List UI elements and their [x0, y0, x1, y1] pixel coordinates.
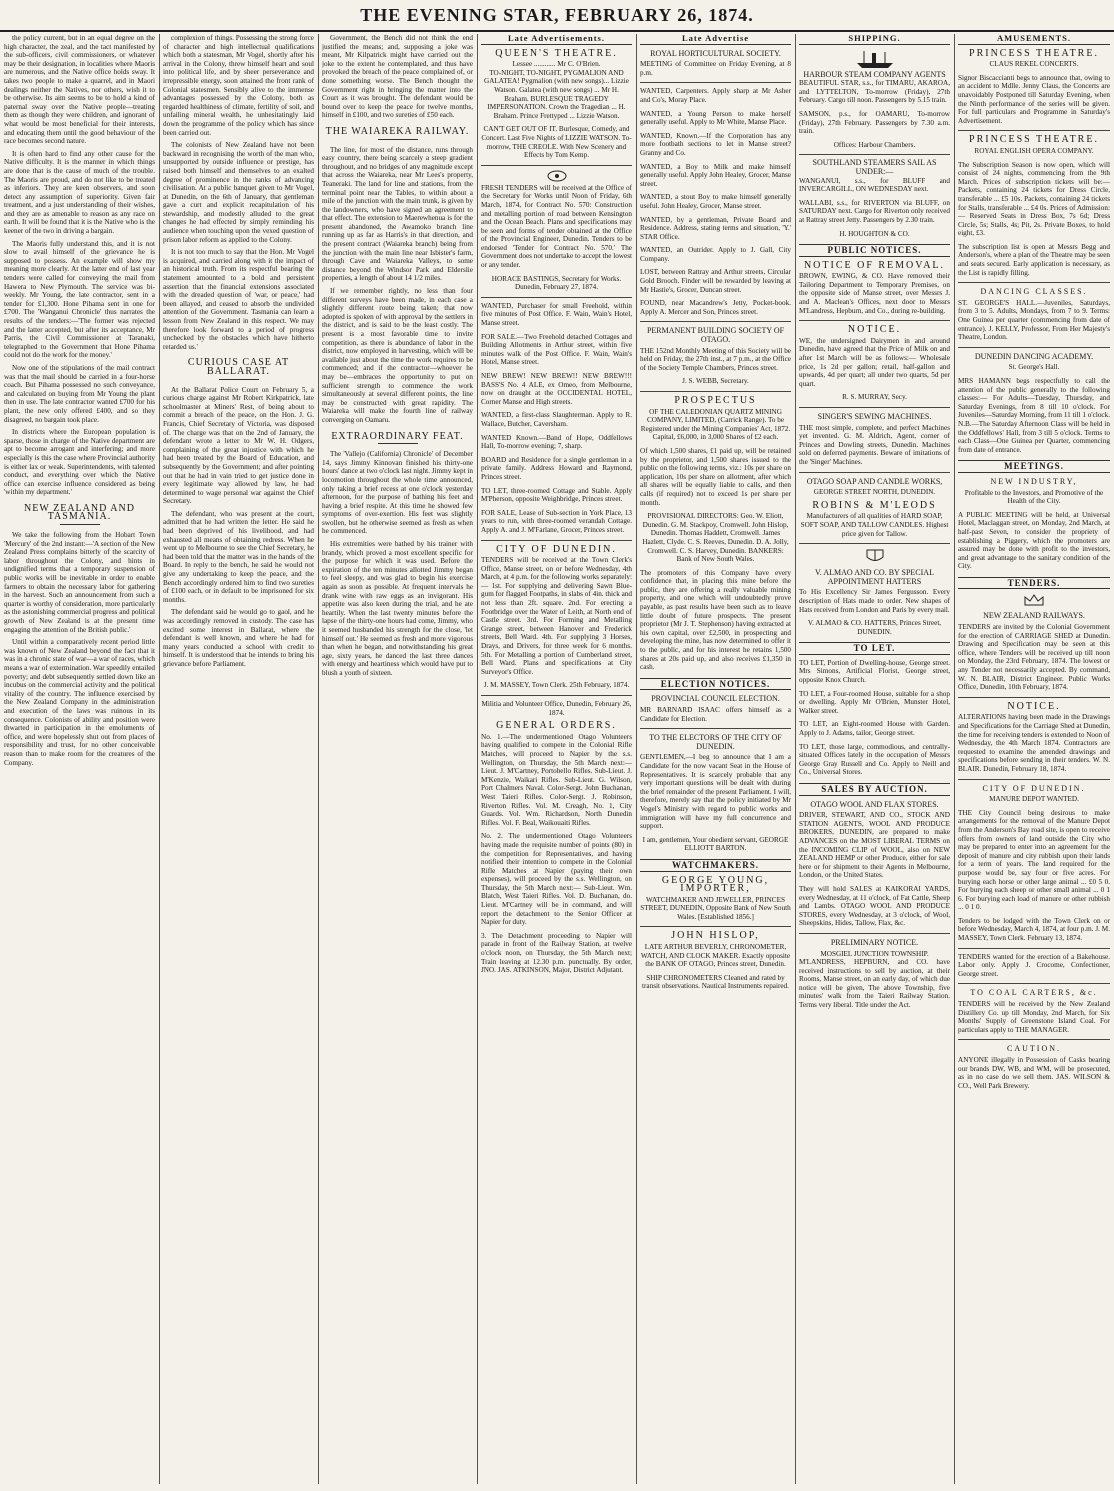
ad-text: The subscription list is open at Messrs Begg and Anderson's, where a plan of the Theatre may be seen and seats secured. Early application is necessary, as the List is rapidly filling. [958, 242, 1110, 277]
divider [481, 540, 632, 541]
section-heading: Late Advertise [640, 34, 791, 45]
ad-text: DRIVER, STEWART, AND CO., STOCK AND STATION AGENTS, WOOL AND PRODUCE BROKERS, DUNEDIN, are prepared to make ADVANCES on the MOST LIBERAL TERMS on the INCOMING CLIP of WOOL, also on NEW ZEALAND HEMP or other Produce, either for sale here or for shipment to their Agents in Melbourne, London, or the United States. [799, 811, 950, 880]
section-heading: SHIPPING. [799, 34, 950, 45]
article-paragraph: The line, for most of the distance, runs through easy country, there being scarcely a steep gradient throughout, and no bridges of any magnitude except that across the Waiareka, near Mr Lees's property, Teaneraki. The land for line and stations, from the terminal point near the Tables, to within about a mile of the junction with the main trunk, is given by the landowners, who have signed an agreement to that effect. The extension to Maerewhenua is for the present abandoned, the Awamoko branch line running up as far as Harris's in that direction, and the present contract (Waiareka branch) being from the junction with the main line near Isbister's farm, through Cave and Waiareka Valleys, to some distance beyond the Windsor Park and Elderslie properties, a length of about 14 1/2 miles. [322, 145, 473, 283]
ad-text: FRESH TENDERS will be received at the Office of the Secretary for Works until Noon of Friday, 6th March, 1874, for Contract No. 570: Construction and metalling portion of road between Kensington and the Ocean Beach. Plans and specifications may be seen and forms of tender obtained at the Office of the Provincial Engineer, Dunedin. Tenders to be endorsed 'Tender for Contract No. 570.' The Government does not undertake to accept the lowest or any tender. [481, 183, 632, 270]
classified-ad: TENDERS wanted for the erection of a Bakehouse. Labor only. Apply J. Crocome, Confectioner, George street. [958, 952, 1110, 978]
classified-ad: WANTED, a first-class Slaughterman. Apply to R. Wallace, Butcher, Caversham. [481, 411, 632, 428]
article-paragraph: The 'Vallejo (California) Chronicle' of December 14, says Jimmy Kinnovan finished his thirty-one hours' dance at two o'clock last night. Jimmy kept in locomotion throughout the whole time announced, only taking a brief recess at one o'clock yesterday afternoon, for the purpose of bathing his feet and having a brief respite. At this time he showed few symptoms of over-exertion. His feet was slightly swollen, but he otherwise seemed as fresh as when he commenced. [322, 450, 473, 536]
article-paragraph: Government, the Bench did not think the end justified the means; and, supposing a joke was meant, Mr Kilpatrick might have carried out the joke to the extent he contemplated, and thus have provoked the breach of the peace complained of, or done something worse. The Bench thought the Government right in bringing the matter into the Court as it was brought. The defendant would be bound over to keep the peace for twelve months, himself in £100, and two sureties of £50 each. [322, 34, 473, 120]
column-rule [159, 34, 160, 1484]
ad-text: Profitable to the Investors, and Promotive of the Health of the City. [964, 488, 1104, 506]
ad-title: DUNEDIN DANCING ACADEMY. [974, 351, 1094, 361]
classified-ad: WANTED, a Young Person to make herself generally useful. Apply to Mr White, Manse Place. [640, 109, 791, 127]
ad-title: DANCING CLASSES. [980, 287, 1088, 297]
ad-signature: J. S. WEBB, Secretary. [682, 377, 749, 386]
steamship-icon [855, 49, 895, 69]
column-2 [163, 34, 314, 1484]
column-rule [954, 34, 955, 1484]
ad-text: MR BARNARD ISAAC offers himself as a Candidate for Election. [640, 706, 791, 723]
section-heading: AMUSEMENTS. [958, 34, 1110, 45]
classified-ad: WANTED Known.—Band of Hope, Oddfellows Hall, To-morrow evening; 7, sharp. [481, 433, 632, 451]
article-paragraph: It is not too much to say that the Hon. Mr Vogel is acquired, and carried along with it the impact of an historical truth. From its respectful bearing the statement amounted to a bold and persistent assertion that the financial extensions associated with the dreaded question of 'war, or peace,' had been allayed, and ceased to absorb the undivided attention of the Government. Tasmania can learn a lesson from New Zealand in this respect. We may therefore look forward to a period of progress unchecked by the obstacles which have hitherto retarded us.' [163, 248, 314, 351]
article-heading: CURIOUS CASE AT BALLARAT. [187, 357, 290, 377]
ad-text: ALTERATIONS having been made in the Drawings and Specifications for the Carriage Shed at Dunedin, the time for receiving tenders is extended to Noon of Wednesday, the 4th March 1874. Contractors are requested to examine the amended drawings and specifications before sending in their tenders. W. N. BLAIR. Dunedin, February 18, 1874. [958, 713, 1110, 773]
ad-text: Of which 1,500 shares, £1 paid up, will be retained by the proprietor, and 1,500 shares issued to the public on the following terms, viz.: 10s per share on application, 10s per share on allotment, after which all shares will be equally liable to calls, and then calls (if required) not to exceed 1s per share per month. [640, 446, 791, 507]
article-heading: NEW ZEALAND AND TASMANIA. [24, 502, 135, 523]
ad-text: No. 1.—The undermentioned Otago Volunteers having qualified to compete in the Colonial Rifle Matches, will proceed to Napier by the s.s. Wellington, on Thursday, the 5th March next:— Lieut. J. M'Cartney, Portobello Rifles. Sub-Lieut. J. M'Kenzie, Waikari Rifles. Sub-Lieut. G. Wilson, Port Chalmers Naval. Color-Sergt. John Buchanan, West Taieri Rifles. Color-Sergt. J. Robinson, Riverton Rifles. Vol. M. Creagh, No. 1, City Guards. Vol. Wm. Richardson, North Dunedin Rifles. Vol. F. Beal, Waikouaiti Rifles. [481, 732, 632, 827]
divider [958, 697, 1110, 698]
classified-ad: TO LET, Portion of Dwelling-house, George street. Mrs Simons, Artificial Florist, George street, opposite Knox Church. [799, 658, 950, 685]
ad-text: THE City Council being desirous to make arrangements for the removal of the Manure Depot from the Anderson's Bay road site, is open to receive offers from owners of land outside the City who may be prepared to enter into an agreement for the deposit of manure and city rubbish upon their lands for a term of years. The land required for the purpose would be, say four or five acres. For burying each horse or other large animal ... £0 5 0. For burying each sheep or other small animal ... 0 1 6. For burying each load of manure or other rubbish ... 0 1 0. [958, 808, 1110, 912]
column-7 [958, 34, 1110, 1484]
ad-title: SOUTHLAND STEAMERS SAIL AS UNDER:— [812, 158, 937, 176]
divider [481, 297, 632, 298]
ad-title: PRINCESS THEATRE. [969, 47, 1099, 59]
ad-title: ROYAL HORTICULTURAL SOCIETY. [650, 48, 781, 58]
ad-text: MRS HAMANN begs respectfully to call the attention of the public generally to the following classes:— For Adults—Tuesday, Thursday, and Saturday Evenings, from 8 till 10 o'clock. For Juveniles—Saturday Morning, from 11 till 1 o'clock. N.B.—The Saturday Afternoon Class will be held in the Oddfellows' Hall, from 3 till 5 o'clock. Terms to each Class—One Guinea per Quarter, commencing from date of entrance. [958, 377, 1110, 454]
classified-ad: FOUND, near Macandrew's Jetty, Pocket-book. Apply A. Mercer and Son, Princes street. [640, 299, 791, 316]
classified-ad: WANTED, a Boy to Milk and make himself generally useful. Apply John Healey, Grocer, Manse street. [640, 162, 791, 188]
ad-title: PROSPECTUS [674, 395, 757, 406]
ad-title: NOTICE OF REMOVAL. [803, 259, 946, 271]
divider [481, 165, 632, 166]
classified-ad: BEAUTIFUL STAR, s.s., for TIMARU, AKAROA, and LYTTELTON, To-morrow (Friday), 27th February. Cargo till noon. Passengers by 5.15 train. [799, 79, 950, 105]
masthead-title: THE EVENING STAR, FEBRUARY 26, 1874. [360, 5, 754, 25]
classified-ad: WANTED, an Outrider. Apply to J. Gall, City Company. [640, 246, 791, 263]
divider [481, 695, 632, 696]
ad-title: NOTICE. [1007, 700, 1061, 712]
ad-text: ANYONE illegally in Possession of Casks bearing our brands DW, WB, and WM, will be prosecuted, as in no case do we sell them. JAS. WILSON & CO., Well Park Brewery. [958, 1056, 1110, 1090]
section-heading: MEETINGS. [958, 460, 1110, 473]
ad-text: TENDERS will be received by the New Zealand Distillery Co. up till Monday, 2nd March, for Six Months' Supply of Greenstone Island Coal. For particulars apply to THE MANAGER. [958, 1000, 1110, 1034]
ad-title: PRINCESS THEATRE. [969, 134, 1099, 146]
divider [640, 321, 791, 322]
ad-title: NOTICE. [847, 324, 902, 336]
divider [799, 154, 950, 155]
divider [958, 948, 1110, 949]
ad-signature: V. ALMAO & CO. HATTERS, Princes Street, DUNEDIN. [807, 619, 942, 636]
crown-icon [1022, 593, 1046, 607]
article-paragraph: In districts where the European population is sparse, those in charge of the Native department are apt to become arrogant and interfering; and more especially is this the case where Provincial authority is either lax or weak. Superintendents, with talented conduct, and everything over which the Native office can exercise influence considered as being 'within my department.' [4, 428, 155, 497]
column-1 [4, 34, 155, 1484]
ad-text: TO-NIGHT, TO-NIGHT, PYGMALION AND GALATEA! Pygmalion (with new songs)... Lizzie Watson. Galatea (with new songs) ... Mr H. Braham. BURLESQUE TRAGEDY IMPERSONATION. Crown the Tragedian ... H. Braham. Prince Frettyped ... Lizzie Watson. [484, 68, 629, 120]
ad-title: PERMANENT BUILDING SOCIETY OF OTAGO. [646, 326, 785, 345]
ad-title: CITY OF DUNEDIN. [982, 783, 1086, 793]
ad-text: THE most simple, complete, and perfect Machines yet invented. G. M. Aldrich, Agent, corner of Princes and Dowling streets, Dunedin. Machines sold on deferred payments. Beware of imitations of the 'Singer' Machines. [799, 423, 950, 466]
ad-title: GENERAL ORDERS. [496, 720, 617, 732]
classified-ad: WANTED, Carpenters. Apply sharp at Mr Asher and Co's, Moray Place. [640, 87, 791, 104]
section-heading: TO LET. [799, 642, 950, 655]
section-heading: SALES BY AUCTION. [799, 783, 950, 796]
article-paragraph: The colonists of New Zealand have not been backward in recognising the worth of the man who, unsupported by outside influence or prestige, has raised both himself and themselves to an exalted degree of prominence in the ranks of advancing civilisation. At a public banquet given to Mr Vogel, at Dunedin, on the 6th of January, that gentleman gave a curt and explicit recapitulation of his stewardship, and modestly alluded to the great changes he had effected by simply reminding his audience when touching upon the vexed question of prison labor reform as applied to the Colony. [163, 141, 314, 244]
ad-text: CLAUS REKEL CONCERTS. [989, 60, 1079, 69]
ad-text: The Subscription Season is now open, which will consist of 24 nights, commencing from the 9th March. Prices of subscription tickets will be:— Packets, containing 24 tickets for Dress Circle, transferable ... £5 10s. Packets, containing 24 tickets for Stalls, transferable ... £4 0s. Prices of Admission:— Reserved Seats in Dress Box, 7s 6d; Dress Circle, 5s; Stalls, 4s; Pit, 2s. Private Boxes, to hold eight, £3. [958, 160, 1110, 238]
divider [958, 779, 1110, 780]
ad-text: The promoters of this Company have every confidence that, in placing this mine before the public, they are offering a really valuable mining property, and one which will undoubtedly prove payable, as past results have been such as to leave little doubt of future prospects. The present proprietor (Mr J. T. Stephenson) having extracted at his own capital, over £2,500, in prospecting and developing the mine, has now determined to offer it to the public, and for his interest he retains 1,500 shares at 20s paid up, and also receives £1,350 in cash. [640, 568, 791, 672]
article-paragraph: Until within a comparatively recent period little was known of New Zealand beyond the fact that it was in a chronic state of war—a war of races, which means a war of extermination. War speedily entailed poverty; and debt subsequently settled down like an incubus on the commercial activity and the political vitality of the country. The influence exercised by the New Zealand Company in the administration and execution of the laws was ruinous in its consequence. Colonists of ability and position were thwarted in participation in the emoluments of office, and were hopelessly shut out from places of responsibility and trust, for no other conceivable reason than to make room for the creatures of the Company. [4, 638, 155, 767]
ad-title: PROVINCIAL COUNCIL ELECTION. [651, 694, 780, 704]
ad-title: SINGER'S SEWING MACHINES. [817, 412, 932, 421]
ad-title: TO COAL CARTERS, &c. [970, 988, 1098, 998]
ad-title: NEW INDUSTRY, [990, 476, 1078, 486]
masthead [0, 0, 1114, 32]
ad-text: TENDERS are invited by the Colonial Government for the erection of CARRIAGE SHED at Dunedin. Drawing and Specification may be seen at this office, where Tenders will be received up till noon on Monday, the 23rd February, 1874. The lowest or any Tender not necessarily accepted. By command, W. N. BLAIR, District Engineer. Public Works Office, Dunedin, 10th February, 1874. [958, 623, 1110, 692]
section-heading: TENDERS. [958, 577, 1110, 590]
article-heading: THE WAIAREKA RAILWAY. [325, 125, 470, 137]
ad-text: OF THE CALEDONIAN QUARTZ MINING COMPANY, LIMITED, (Carrick Range). To be Registered under the Mining Companies' Act, 1872. Capital, £6,000, in 3,000 Shares of £2 each. [640, 407, 791, 442]
column-6 [799, 34, 950, 1484]
ad-text: Signor Biscaccianti begs to announce that, owing to an accident to Mdlle. Jenny Claus, the Concerts are unavoidably Postponed till Saturday Evening, when the Ninth performance of the series will be given. For full particulars and Programme in Saturday's Advertisement. [958, 73, 1110, 125]
ad-signature: I am, gentlemen, Your obedient servant, GEORGE ELLIOTT BARTON. [642, 835, 789, 853]
ad-title: V. ALMAO AND CO. BY SPECIAL APPOINTMENT HATTERS [815, 568, 934, 586]
classified-ad: TO LET, those large, commodious, and centrally-situated Offices lately in the occupation of Messrs George Gray Russell and Co. Apply to Neill and Co., Universal Stores. [799, 742, 950, 777]
divider [799, 933, 950, 934]
ad-title: GEORGE YOUNG, IMPORTER, [661, 874, 770, 895]
ad-title: TO THE ELECTORS OF THE CITY OF DUNEDIN. [649, 733, 782, 751]
ad-text: MEETING of Committee on Friday Evening, at 8 p.m. [640, 60, 791, 77]
ad-text: MOSGIEL JUNCTION TOWNSHIP. [820, 949, 929, 958]
classified-ad: LOST, between Rattray and Arthur streets, Circular Gold Brooch. Finder will be rewarded by leaving at Mr Hastie's, Grocer, Duncan street. [640, 268, 791, 294]
classified-ad: BOARD and Residence for a single gentleman in a private family. Address Howard and Raymond, Princes street. [481, 455, 632, 481]
classified-ad: WANTED, by a gentleman, Private Board and Residence. Address, stating terms and situation, 'Y.' STAR Office. [640, 215, 791, 241]
ad-title: JOHN HISLOP, [671, 930, 760, 942]
ad-text: BROWN, EWING, & CO. Have removed their Tailoring Department to Temporary Premises, on the opposite side of Manse street, over Messrs J. and A. Maclean's Offices, next door to Messrs M'Landress, Hepburn, and Co., during re-building. [799, 272, 950, 315]
ad-title: CAUTION. [1007, 1044, 1061, 1054]
ad-title: NEW ZEALAND RAILWAYS. [983, 611, 1085, 621]
ad-text: GEORGE STREET NORTH, DUNEDIN. [813, 488, 936, 497]
ad-signature: J. M. MASSEY, Town Clerk. 25th February, 1874. [483, 681, 630, 690]
ad-title: CITY OF DUNEDIN. [496, 543, 617, 555]
ad-text: Militia and Volunteer Office, Dunedin, February 26, 1874. [481, 700, 632, 717]
column-3 [322, 34, 473, 1484]
ad-signature: R. S. MURRAY, Secy. [842, 393, 907, 402]
classified-ad: FOR SALE.—Two Freehold detached Cottages and Building Allotments in Arthur street, within five minutes walk of the Post Office. F. Wain, Wain's Hotel, Manse street. [481, 332, 632, 367]
ad-text: No. 2. The undermentioned Otago Volunteers having made the requisite number of points (80) in the competition for Representatives, and having notified their intention to compete in the Colonial Rifle Matches at Napier (paying their own expenses), will proceed by the s.s. Wellington, on Thursday, the 5th March next:— Sub-Lieut. Wm. Blatch, West Taieri Rifles. Vol. D. Buchanan, do. Lieut. M'Cartney will be in command, and will report the detachment to the Senior Officer at Napier for duty. [481, 832, 632, 927]
ad-text: Offices: Harbour Chambers. [833, 140, 916, 149]
section-heading: WATCHMAKERS. [640, 859, 791, 872]
ad-text: WATCHMAKER AND JEWELLER, PRINCES STREET, DUNEDIN, Opposite Bank of New South Wales. [Established 1856.] [640, 895, 791, 921]
article-paragraph: The Maoris fully understand this, and it is not slow to avail himself of the grievance he is supposed to possess. An example will show my meaning more clearly. At the latter end of last year tenders were called for conveying the mail from Hawera to New Plymouth. The service was bi-weekly. Mr Young, the late contractor, sent in a tender for £1,300. Hone Pihama sent in one for £700. The 'Wanganui Chronicle' thus narrates the results of the tenders:—'The former was rejected and the latter accepted, but after its acceptance, Mr Parris, the Civil Commissioner at Taranaki, telegraphed to the Government that Hone Pihama could not do the work for the money.' [4, 239, 155, 360]
divider [958, 983, 1110, 984]
ad-text: Tenders to be lodged with the Town Clerk on or before Wednesday, March 4, 1874, at four p.m. J. M. MASSEY, Town Clerk. February 13, 1874. [958, 916, 1110, 943]
divider [60, 524, 100, 525]
classified-ad: NEW BREW! NEW BREW!! NEW BREW!!! BASS'S No. 4 ALE, ex Omeo, from Melbourne, now on draught at the OCCIDENTAL HOTEL, Corner Manse and High streets. [481, 372, 632, 406]
ad-text: ROYAL ENGLISH OPERA COMPANY. [974, 146, 1094, 155]
ad-title: ROBINS & M'LEODS [812, 499, 937, 511]
classified-ad: WANTED, Purchaser for small Freehold, within five minutes of Post Office. F. Wain, Wain's Hotel, Manse street. [481, 301, 632, 328]
article-paragraph: We take the following from the Hobart Town 'Mercury' of the 2nd instant:—'A section of the New Zealand Press complains bitterly of the scarcity of labor throughout the Colony, and hints in undignified terms that a temporary suspension of public works will be inevitable in order to enable farmers to obtain the necessary labor for gathering in the harvest. Such an announcement from such a quarter is worthy of consideration, more particularly as the astonishing commercial progress and political growth of New Zealand is at the present time engaging the attention of the British public.' [4, 531, 155, 634]
divider [640, 728, 791, 729]
divider [378, 139, 418, 140]
ad-text: SHIP CHRONOMETERS Cleaned and rated by transit observations. Nautical Instruments repaired. [642, 973, 789, 991]
classified-ad: WALLABI, s.s., for RIVERTON via BLUFF, on SATURDAY next. Cargo for Riverton only received at Rattray street Jetty. Passengers by 2.30 train. [799, 198, 950, 224]
section-heading: PUBLIC NOTICES. [799, 244, 950, 257]
article-paragraph: If we remember rightly, no less than four different surveys have been made, in each case a slightly different route being taken; that now adopted is spoken of with approval by the settlers in the district, and is said to be the least costly. The present is a most favorable time to invite competition, as there is abundance of labor in the district, now employed in harvesting, which will be available just about the time the work requires to be commenced; and if the contractor—whoever he may be—embraces the opportunity to put on sufficient strength to commence the work simultaneously at several different points, the line may be constructed with great rapidity. The Waiareka will make the fourth line of railway converging on Oamaru. [322, 287, 473, 424]
article-paragraph: the policy current, but in an equal degree on the high character, the zeal, and the tact manifested by the sub-officers, civil commissioners, or whatever may be their designation, in localities where Maoris are numerous, and the Native office holds sway. It takes two people to make a quarrel, and in Maori dealings neither the Natives, nor others, wish it to be otherwise. Its aim seems to be to hold a kind of paternal sway over the Native people—treating them as though they were children, and ignorant of what would be most beneficial for their interests, and educating them until the good behaviour of the race becomes second nature. [4, 34, 155, 146]
column-5 [640, 34, 791, 1484]
divider [799, 320, 950, 321]
ad-text: LATE ARTHUR BEVERLY, CHRONOMETER, WATCH, AND CLOCK MAKER. Exactly opposite the BANK OF OTAGO, Princes street, Dunedin. [640, 943, 791, 969]
divider [219, 379, 259, 380]
divider [640, 926, 791, 927]
ad-text: Lessee ............ Mr C. O'Brien. [512, 60, 601, 69]
column-rule [636, 34, 637, 1484]
ad-text: CAN'T GET OUT OF IT. Burlesque, Comedy, and Concert. Last Five Nights of LIZZIE WATSON. To-morrow, THE CREOLE. With New Scenery and Effects by Tom Kemp. [481, 125, 632, 160]
royal-arms-icon [863, 548, 887, 564]
article-paragraph: Now one of the stipulations of the mail contract was that the mail should be carried in a four-horse coach. But Pihama possessed no such conveyance, and calculated on buying from Mr Young the plant then in use. The late contractor wanted £700 for his plant, the new only offered £400, and so they disagreed, no bargain took place. [4, 363, 155, 424]
column-rule [795, 34, 796, 1484]
article-paragraph: It is often hard to find any other cause for the Native difficulty. It is the manner in which things are done that is the cause of much of the trouble. The Maoris are proud, and do not like to be treated as inferiors. They are keen observers, and soon detect any assumption of superiority. Given fair treatment, and a just understanding of their wishes, and they are as amenable to reason as any race on earth. It will be found that it is the Native who is the keener of the two in driving a bargain. [4, 149, 155, 236]
ad-text: St. George's Hall. [1008, 363, 1060, 372]
ad-text: A PUBLIC MEETING will be held, at Universal Hotel, Maclaggan street, on Monday, 2nd March, at half-past Seven, to consider the propriety of establishing a Piggery, which the promoters are assured may be done with profit to the investors, and great advantage to the sanitary condition of the City. [958, 510, 1110, 571]
ad-title: QUEEN'S THEATRE. [495, 47, 618, 59]
divider [799, 543, 950, 544]
classified-ad: TO LET, a Four-roomed House, suitable for a shop or dwelling. Apply Mr O'Brien, Munster Hotel, Walker street. [799, 689, 950, 715]
classified-ad: WANTED, Known.—If the Corporation has any more footbath sections to let in Manse street? Granny and Co. [640, 131, 791, 157]
ad-text: 3. The Detachment proceeding to Napier will parade in front of the Railway Station, at twelve o'clock noon, on Thursday, the 5th March next; Train leaving at 12.30 p.m. punctually. By order, JNO. JAS. ATKINSON, Major, District Adjutant. [481, 931, 632, 975]
section-heading: ELECTION NOTICES. [640, 678, 791, 691]
divider [958, 347, 1110, 348]
ad-text: TENDERS will be received at the Town Clerk's Office, Manse street, on or before Wednesday, 4th March, at 4 p.m. for the following works separately:— 1st. For supplying and delivering Sawn Blue-gum for flagged Footpaths, in slabs of 4in. thick and not less than 2ft. square. 2nd. For erecting a Footbridge over the Water of Leith, at North end of Castle street. 3rd. For Forming and Metalling Grange street, between Hanover and Frederick streets, Bell Ward. 4th. For supplying 3 Horses, Drays, and Drivers, for three week for 6 months. 5th. For Metalling a portion of Cumberland street, Bell Ward. Plans and specifications at City Surveyor's Office. [481, 556, 632, 676]
ad-title: OTAGO SOAP AND CANDLE WORKS, [806, 476, 943, 486]
ad-text: PROVISIONAL DIRECTORS: Geo. W. Eliott, Dunedin. G. M. Stackpoy, Cromwell. John Hislop, Dunedin. Thomas Haddett, Cromwell. James Hazlett, Clyde. C. S. Reeves, Dunedin. D. A. Jolly, Cromwell. C. S. Harvey, Dunedin. BANKERS: Bank of New South Wales. [642, 512, 789, 564]
divider [799, 472, 950, 473]
ad-text: MANURE DEPOT WANTED. [989, 795, 1079, 804]
ad-signature: H. HOUGHTON & CO. [839, 229, 910, 238]
divider [640, 391, 791, 392]
ad-text: THE 152nd Monthly Meeting of this Society will be held on Friday, the 27th inst., at 7 p.m., at the Office of the Society Temple Chambers, Princes street. [640, 346, 791, 372]
ad-title: HARBOUR STEAM COMPANY AGENTS [803, 69, 946, 79]
ad-text: They will hold SALES at KAIKORAI YARDS, every Wednesday, at 11 o'clock, of Fat Cattle, Sheep and Lambs. OTAGO WOOL AND PRODUCE STORES, every Wednesday, at 3 o'clock, of Wool, Sheepskins, Hides, Tallow, Flax, &c. [799, 884, 950, 928]
divider [958, 130, 1110, 131]
section-heading: Late Advertisements. [481, 34, 632, 45]
article-paragraph: The defendant said he would go to gaol, and he was accordingly removed in custody. The case has excited some interest in Ballarat, where the defendant is well known, and where he had for many years conducted a school with credit to himself. It is understood that he intends to bring his grievance before Parliament. [163, 608, 314, 668]
column-rule [318, 34, 319, 1484]
classified-ad: WANTED, a stout Boy to make himself generally useful. John Healey, Grocer, Manse street. [640, 193, 791, 210]
classified-ad: TO LET, three-roomed Cottage and Stable. Apply M'Pherson, opposite Weighbridge, Princes street. [481, 486, 632, 504]
ad-signature: HORACE BASTINGS, Secretary for Works. Dunedin, February 27, 1874. [491, 274, 622, 292]
divider [958, 1039, 1110, 1040]
column-4 [481, 34, 632, 1484]
ad-text: Manufacturers of all qualities of HARD SOAP, SOFT SOAP, AND TALLOW CANDLES. Highest price given for Tallow. [800, 512, 949, 538]
column-rule [477, 34, 478, 1484]
classified-ad: SAMSON, p.s., for OAMARU, To-morrow (Friday), 27th February. Passengers by 7.30 a.m. train. [799, 109, 950, 136]
classified-ad: FOR SALE, Lease of Sub-section in York Place, 13 years to run, with three-roomed verandah Cottage. Apply A. and J. M'Farlane, Grocer, Princes street. [481, 508, 632, 534]
classified-ad: WANGANUI, s.s., for BLUFF and INVERCARGILL, ON WEDNESDAY next. [799, 176, 950, 194]
ad-text: GENTLEMEN,—I beg to announce that I am a Candidate for the now vacant Seat in the House of Representatives. It is scarcely probable that any very important questions will be dealt with during the brief remainder of the present Parliament. I will, therefore, merely say that the policy initiated by Mr Vogel's Ministry with regard to public works and immigration will have my full concurrence and support. [640, 753, 791, 831]
crest-icon [546, 170, 568, 182]
ad-text: M'LANDRESS, HEPBURN, and CO. have received instructions to sell by auction, at their Rooms, Manse street, on an early day, of which due notice will be given, The above Township, five minutes' walk from the Taieri Railway Station. Terms very liberal. Title under the Act. [799, 958, 950, 1010]
ad-text: WE, the undersigned Dairymen in and around Dunedin, have agreed that the Price of Milk on and after 1st March will be as follows:— Wholesale price, 1s 2d per gallon; retail, half-gallon and upwards, 4d per quart; all under two quarts, 5d per quart. [799, 336, 950, 388]
ad-title: PRELIMINARY NOTICE. [830, 937, 919, 947]
divider [378, 443, 418, 444]
ad-text: ST. GEORGE'S HALL.—Juveniles, Saturdays, from 3 to 5. Adults, Mondays, from 7 to 9. Terms: One Guinea per quarter (commencing from date of entrance). J. KELLY, Professor, From Her Majesty's Theatre, London. [958, 298, 1110, 342]
article-paragraph: At the Ballarat Police Court on February 5, a curious charge against Mr Robert Kirkpatrick, late schoolmaster at Miners' Rest, of being about to commit a breach of the peace, on the Hon. J. G. Francis, Chief Secretary of Victoria, was disposed of. The charge was that on the 2nd of January, the defendant wrote a letter to Mr W. H. Odgers, complaining of the great injustice with which he had been treated by the Board of Education, and subsequently by the Government; and after pointing out that he had in vain tried to get justice done in every legitimate way allowed by law, he had determined to wage personal war against the Chief Secretary. [163, 385, 314, 506]
article-paragraph: The defendant, who was present at the court, admitted that he had written the letter. He said he had been deprived of his livelihood, and had exhausted all means of obtaining redress. When he went up to Melbourne to see the Chief Secretary, he had been told that the matter was in the hands of the Board. In reply to the bench, he said he would not give any undertaking to keep the peace, and the Bench accordingly ordered him to find two sureties of £100 each, or in default to be imprisoned for six months. [163, 509, 314, 604]
divider [799, 407, 950, 408]
ad-title: OTAGO WOOL AND FLAX STORES. [810, 799, 939, 809]
article-paragraph: complexion of things. Possessing the strong force of character and high intellectual qualifications which both a statesman, Mr Vogel, shortly after his arrival in the Colony, threw himself heart and soul into political life, and by sheer perseverance and irrepressible energy, soon attained the front rank of Colonial statesmen. Sensibly alive to the immense advantages possessed by the Colony, both as regarded healthiness of climate, fertility of soil, and unfailing mineral wealth, he unhesitatingly laid down the programme of the policy which has since been carried out. [163, 34, 314, 137]
divider [640, 82, 791, 83]
classified-ad: TO LET, an Eight-roomed House with Garden. Apply to J. Adams, tailor, George street. [799, 720, 950, 738]
article-heading: EXTRAORDINARY FEAT. [331, 430, 464, 442]
ad-text: To His Excellency Sir James Fergusson. Every description of Hats made to order. New shapes of Hats received from London and Paris by every mail. [799, 588, 950, 614]
article-paragraph: His extremities were bathed by his trainer with brandy, which proved a most excellent specific for the purpose for which it was used. Before the expiration of the ten minutes allotted Jimmy began to feel sleepy, and was glad to begin his exercise again as soon as possible. At frequent intervals he drank wine with raw eggs as an invigorant. His appetite was also keen during the trial, and he ate heartily. When the last twenty minutes before the lapse of the thirty-one hours had come, Jimmy, who it seemed husbanded his strength for the close, 'let himself out.' He seemed as fresh and more vigorous than when he began, and notwithstanding his great age, sixty years, he danced the last three dances with energy and heartiness which would have put to blush a youth of sixteen. [322, 540, 473, 677]
divider [958, 282, 1110, 283]
